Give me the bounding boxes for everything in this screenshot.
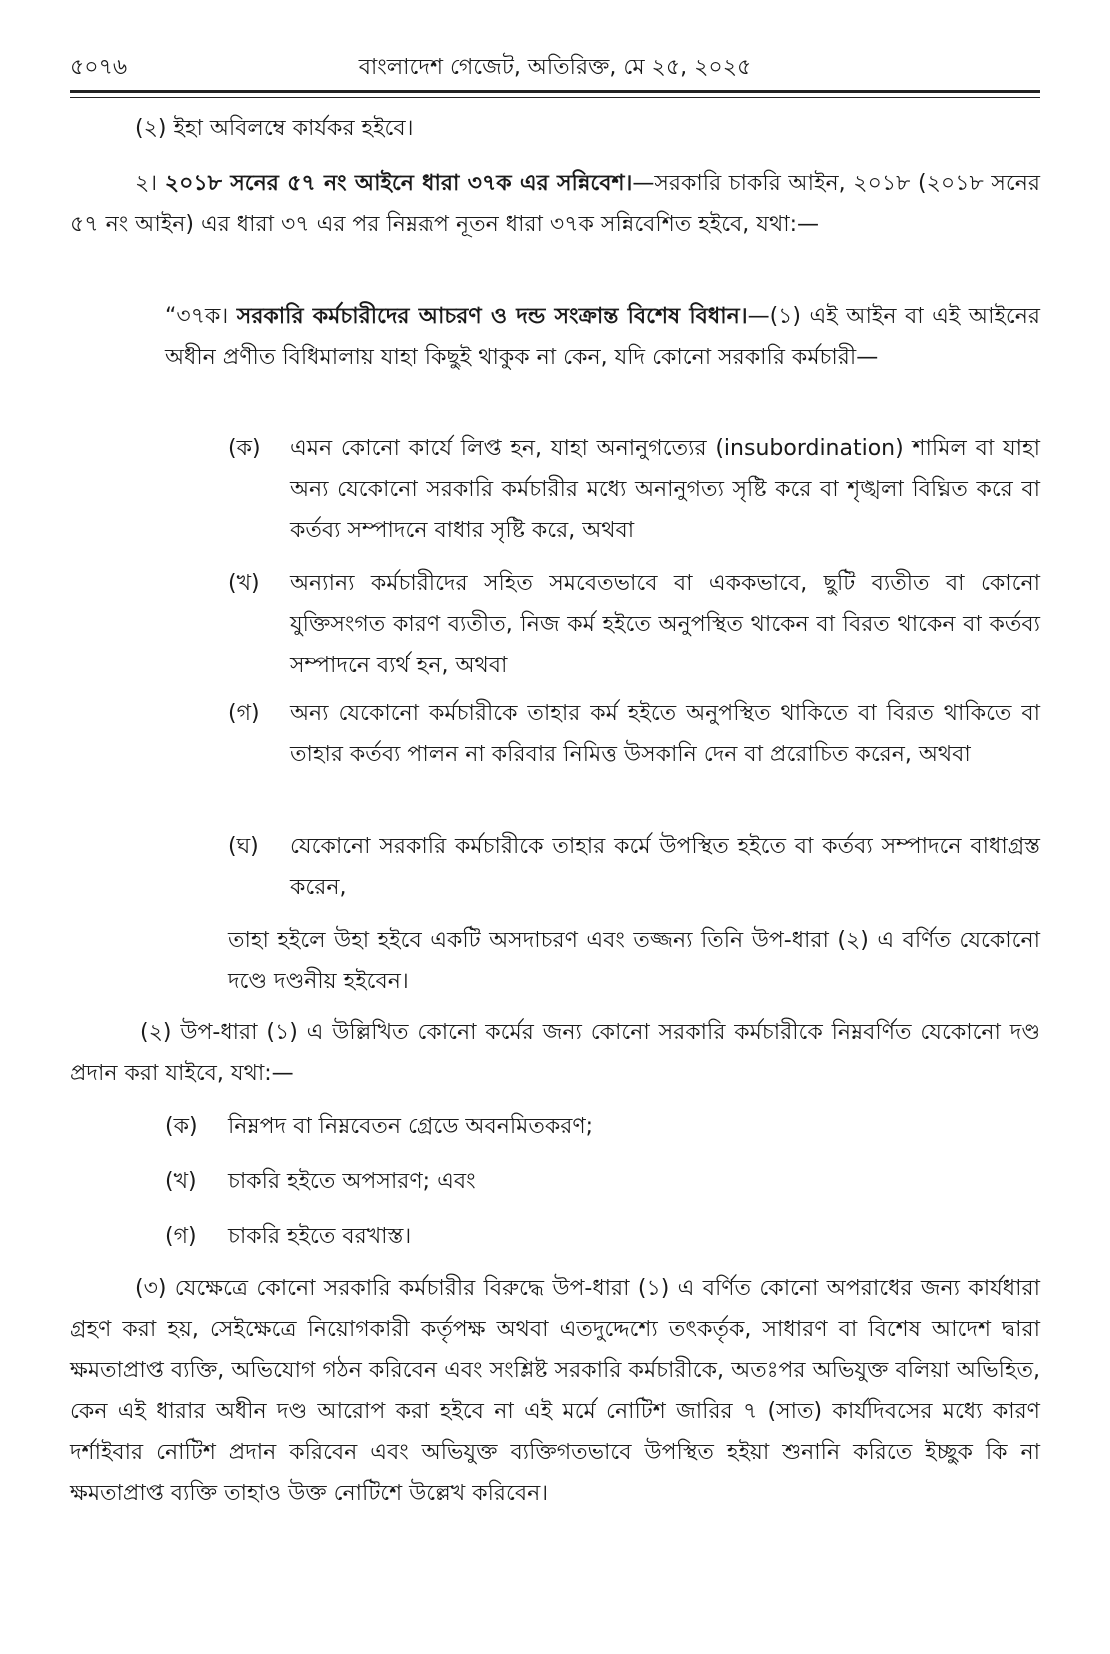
clause-gha-text: যেকোনো সরকারি কর্মচারীকে তাহার কর্মে উপস্থিত হইতে বা কর্তব্য সম্পাদনে বাধাগ্রস্ত করেন, bbox=[290, 834, 1040, 900]
clause-ga-mark: (গ) bbox=[228, 701, 260, 726]
section-37k-prefix: “৩৭ক। bbox=[165, 304, 229, 329]
section-2-number: ২। bbox=[135, 171, 158, 196]
penalty-ka-mark: (ক) bbox=[165, 1114, 198, 1139]
page-header bbox=[70, 44, 1040, 84]
subsection-3: (৩) যেক্ষেত্রে কোনো সরকারি কর্মচারীর বিরুদ্ধে উপ-ধারা (১) এ বর্ণিত কোনো অপরাধের জন্য কার্যধারা গ্রহণ করা হয়, সেইক্ষেত্রে নিয়োগকারী কর্তৃপক্ষ অথবা এতদুদ্দেশ্যে তৎকর্তৃক, সাধারণ বা বিশেষ আদেশ দ্বারা ক্ষমতাপ্রাপ্ত ব্যক্তি, অভিযোগ গঠন করিবেন এবং সংশ্লিষ্ট সরকারি কর্মচারীকে, অতঃপর অভিযুক্ত বলিয়া অভিহিত, কেন এই ধারার অধীন দণ্ড আরোপ করা হইবে না এই মর্মে নোটিশ জারির ৭ (সাত) কার্যদিবসের মধ্যে কারণ দর্শাইবার নোটিশ প্রদান করিবেন এবং অভিযুক্ত ব্যক্তিগতভাবে উপস্থিত হইয়া শুনানি করিতে ইচ্ছুক কি না ক্ষমতাপ্রাপ্ত ব্যক্তি তাহাও উক্ত নোটিশে উল্লেখ করিবেন। bbox=[70, 1276, 1040, 1506]
penalty-ga-mark: (গ) bbox=[165, 1224, 197, 1249]
header-rule-thick bbox=[70, 90, 1040, 93]
clause-ga-text: অন্য যেকোনো কর্মচারীকে তাহার কর্ম হইতে অনুপস্থিত থাকিতে বা বিরত থাকিতে বা তাহার কর্তব্য পালন না করিবার নিমিত্ত উসকানি দেন বা প্ররোচিত করেন, অথবা bbox=[290, 701, 1040, 767]
penalty-ga-text: চাকরি হইতে বরখাস্ত। bbox=[228, 1224, 412, 1249]
section-37k bbox=[165, 296, 1040, 378]
clause-ka-mark: (ক) bbox=[228, 436, 261, 461]
clause-ka-text: এমন কোনো কার্যে লিপ্ত হন, যাহা অনানুগত্যের (insubordination) শামিল বা যাহা অন্য যেকোনো সরকারি কর্মচারীর মধ্যে অনানুগত্য সৃষ্টি করে বা শৃঙ্খলা বিঘ্নিত করে বা কর্তব্য সম্পাদনে বাধার সৃষ্টি করে, অথবা bbox=[290, 436, 1040, 543]
header-rule-thin bbox=[70, 97, 1040, 98]
penalty-ka-text: নিম্নপদ বা নিম্নবেতন গ্রেডে অবনমিতকরণ; bbox=[228, 1114, 594, 1139]
page-number: ৫০৭৬ bbox=[70, 55, 128, 80]
effect-clause: (২) ইহা অবিলম্বে কার্যকর হইবে। bbox=[135, 116, 414, 141]
consequence-text: তাহা হইলে উহা হইবে একটি অসদাচরণ এবং তজ্জন্য তিনি উপ-ধারা (২) এ বর্ণিত যেকোনো দণ্ডে দণ্ডনীয় হইবেন। bbox=[228, 928, 1040, 994]
clause-kha-text: অন্যান্য কর্মচারীদের সহিত সমবেতভাবে বা এককভাবে, ছুটি ব্যতীত বা কোনো যুক্তিসংগত কারণ ব্যতীত, নিজ কর্ম হইতে অনুপস্থিত থাকেন বা বিরত থাকেন বা কর্তব্য সম্পাদনে ব্যর্থ হন, অথবা bbox=[290, 571, 1040, 678]
gazette-title: বাংলাদেশ গেজেট, অতিরিক্ত, মে ২৫, ২০২৫ bbox=[358, 55, 752, 80]
section-2 bbox=[70, 163, 1040, 245]
penalty-kha-mark: (খ) bbox=[165, 1169, 197, 1194]
subsection-2: (২) উপ-ধারা (১) এ উল্লিখিত কোনো কর্মের জন্য কোনো সরকারি কর্মচারীকে নিম্নবর্ণিত যেকোনো দণ্ড প্রদান করা যাইবে, যথা:— bbox=[70, 1020, 1040, 1086]
clause-kha-mark: (খ) bbox=[228, 571, 260, 596]
section-37k-text: —(১) এই আইন বা এই আইনের অধীন প্রণীত বিধিমালায় যাহা কিছুই থাকুক না কেন, যদি কোনো সরকারি কর্মচারী— bbox=[165, 304, 1040, 370]
clause-gha-mark: (ঘ) bbox=[228, 834, 259, 859]
section-2-heading: ২০১৮ সনের ৫৭ নং আইনে ধারা ৩৭ক এর সন্নিবেশ। bbox=[164, 171, 633, 196]
section-37k-heading: সরকারি কর্মচারীদের আচরণ ও দন্ড সংক্রান্ত বিশেষ বিধান। bbox=[236, 304, 748, 329]
section-2-text: —সরকারি চাকরি আইন, ২০১৮ (২০১৮ সনের ৫৭ নং আইন) এর ধারা ৩৭ এর পর নিম্নরূপ নূতন ধারা ৩৭ক সন্নিবেশিত হইবে, যথা:— bbox=[70, 171, 1040, 237]
penalty-kha-text: চাকরি হইতে অপসারণ; এবং bbox=[228, 1169, 476, 1194]
